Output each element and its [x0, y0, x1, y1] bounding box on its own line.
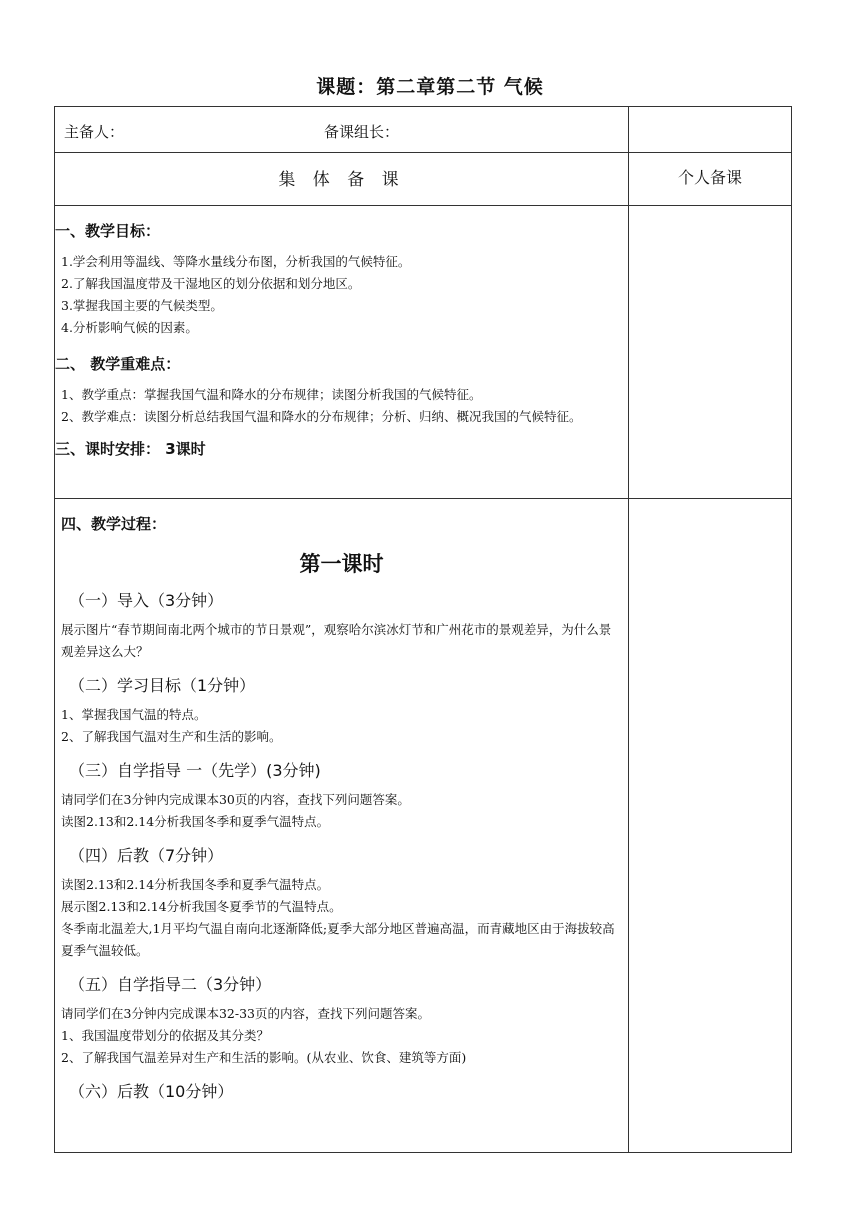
- step-line: 冬季南北温差大,1月平均气温自南向北逐渐降低;夏季大部分地区普遍高温，而青藏地区由于海拔较高夏季气温较低。: [61, 921, 615, 958]
- step-line: 1、我国温度带划分的依据及其分类？: [61, 1028, 269, 1043]
- step-line: 2、了解我国气温差异对生产和生活的影响。(从农业、饮食、建筑等方面): [61, 1050, 467, 1065]
- step-title: （三）自学指导 一（先学）(3分钟): [69, 761, 321, 780]
- collective-heading: 集 体 备 课: [278, 170, 405, 190]
- group-leader-label: 备课组长：: [324, 123, 400, 141]
- step-title: （六）后教（10分钟）: [69, 1082, 234, 1101]
- key-point-item: 1、教学重点：掌握我国气温和降水的分布规律；读图分析我国的气候特征。: [61, 387, 482, 402]
- step-line: 请同学们在3分钟内完成课本32-33页的内容，查找下列问题答案。: [61, 1006, 430, 1021]
- preparer-cell: [55, 107, 629, 153]
- page-title: 课题：第二章第二节 气候: [316, 76, 544, 98]
- personal-header-cell: [629, 153, 792, 206]
- section-heading-objectives: 一、教学目标：: [55, 222, 161, 240]
- section-heading-process: 四、教学过程：: [61, 515, 167, 533]
- objectives-personal-cell: [629, 206, 792, 499]
- step-title: （五）自学指导二（3分钟）: [69, 975, 272, 994]
- process-cell: [55, 499, 629, 1153]
- section-heading-schedule: 三、课时安排： 3课时: [55, 440, 206, 458]
- process-personal-cell: [629, 499, 792, 1153]
- section-heading-key-points: 二、 教学重难点：: [55, 355, 181, 373]
- preparer-side-cell: [629, 107, 792, 153]
- objective-item: 1.学会利用等温线、等降水量线分布图，分析我国的气候特征。: [61, 254, 411, 269]
- step-line: 展示图片“春节期间南北两个城市的节日景观”，观察哈尔滨冰灯节和广州花市的景观差异，为什么景观差异这么大？: [61, 622, 612, 659]
- step-title: （四）后教（7分钟）: [69, 846, 224, 865]
- objectives-cell: [55, 206, 629, 499]
- main-preparer-label: 主备人：: [64, 123, 125, 141]
- step-line: 1、掌握我国气温的特点。: [61, 707, 207, 722]
- step-title: （二）学习目标（1分钟）: [69, 676, 256, 695]
- key-point-item: 2、教学难点：读图分析总结我国气温和降水的分布规律；分析、归纳、概况我国的气候特征。: [61, 409, 582, 424]
- step-title: （一）导入（3分钟）: [69, 591, 224, 610]
- lesson-title: 第一课时: [299, 552, 384, 576]
- step-line: 读图2.13和2.14分析我国冬季和夏季气温特点。: [61, 814, 330, 829]
- step-line: 请同学们在3分钟内完成课本30页的内容，查找下列问题答案。: [61, 792, 410, 807]
- step-line: 2、了解我国气温对生产和生活的影响。: [61, 729, 282, 744]
- lesson-plan-table: [54, 106, 792, 1153]
- personal-heading: 个人备课: [677, 168, 742, 187]
- objective-item: 3.掌握我国主要的气候类型。: [61, 298, 223, 313]
- objective-item: 4.分析影响气候的因素。: [61, 320, 198, 335]
- step-line: 读图2.13和2.14分析我国冬季和夏季气温特点。: [61, 877, 330, 892]
- collective-header-cell: [55, 153, 629, 206]
- objective-item: 2.了解我国温度带及干湿地区的划分依据和划分地区。: [61, 276, 361, 291]
- step-line: 展示图2.13和2.14分析我国冬夏季节的气温特点。: [61, 899, 342, 914]
